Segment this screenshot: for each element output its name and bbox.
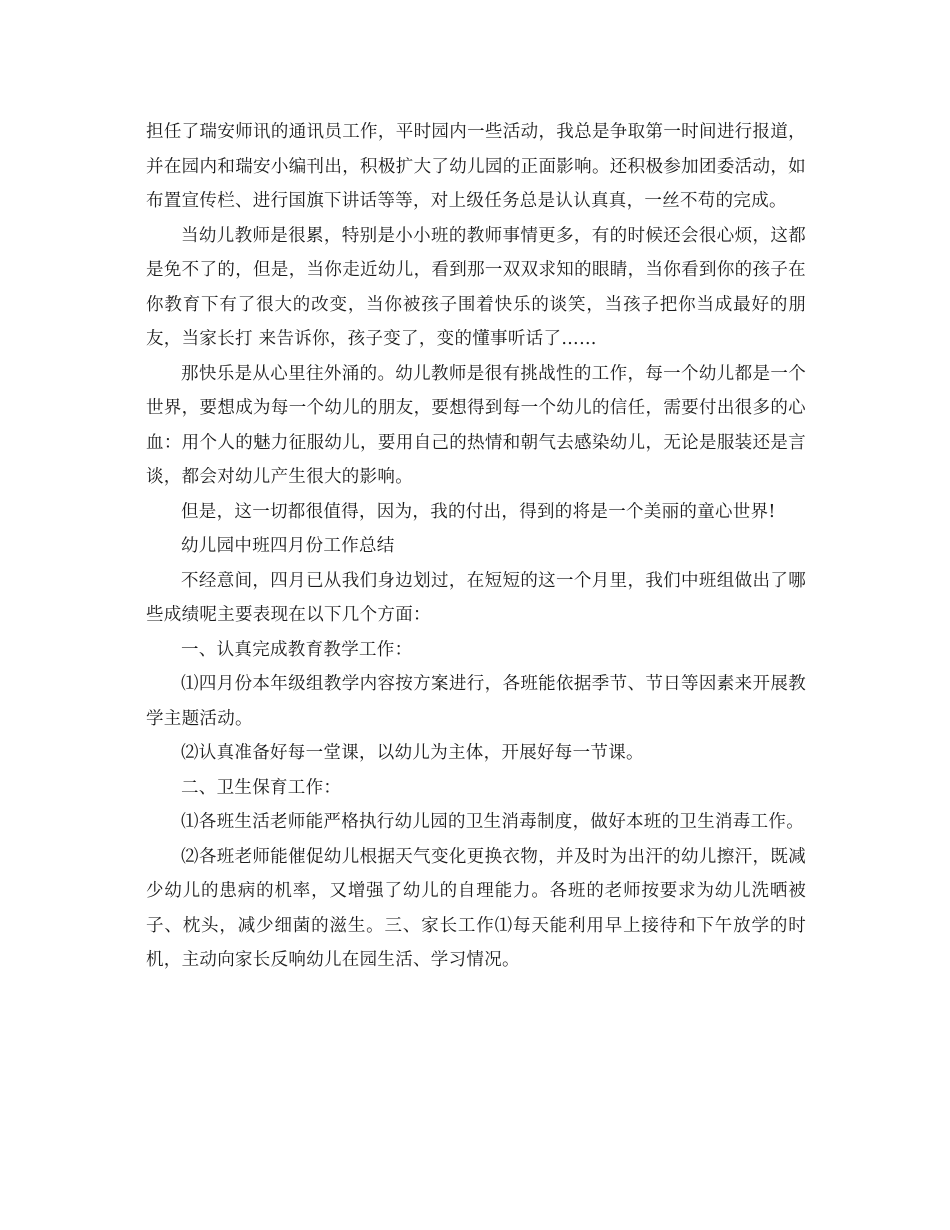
document-body	[146, 115, 806, 978]
section-heading: 二、卫生保育工作：	[181, 777, 342, 798]
list-item: ⑴四月份本年级组教学内容按方案进行，各班能依据季节、节日等因素来开展教学主题活动。	[146, 674, 806, 729]
section-title: 幼儿园中班四月份工作总结	[181, 536, 395, 556]
list-item: ⑵认真准备好每一堂课，以幼儿为主体，开展好每一节课。	[181, 743, 644, 763]
list-item: ⑵各班老师能催促幼儿根据天气变化更换衣物，并及时为出汗的幼儿擦汗，既减少幼儿的患病的机率，又增强了幼儿的自理能力。各班的老师按要求为幼儿洗晒被子、枕头，减少细菌的滋生。三、家长工作⑴每天能利用早上接待和下午放学的时机，主动向家长反响幼儿在园生活、学习情况。	[146, 846, 806, 970]
list-item: ⑴各班生活老师能严格执行幼儿园的卫生消毒制度，做好本班的卫生消毒工作。	[181, 812, 804, 832]
paragraph: 不经意间，四月已从我们身边划过，在短短的这一个月里，我们中班组做出了哪些成绩呢主要表现在以下几个方面：	[146, 570, 806, 625]
paragraph: 当幼儿教师是很累，特别是小小班的教师事情更多，有的时候还会很心烦，这都是免不了的，但是，当你走近幼儿，看到那一双双求知的眼睛，当你看到你的孩子在你教育下有了很大的改变，当你被孩子围着快乐的谈笑，当孩子把你当成最好的朋友，当家长打 来告诉你，孩子变了，变的懂事听话了……	[146, 225, 806, 349]
paragraph-continuation: 担任了瑞安师讯的通讯员工作，平时园内一些活动，我总是争取第一时间进行报道，并在园内和瑞安小编刊出，积极扩大了幼儿园的正面影响。还积极参加团委活动，如布置宣传栏、进行国旗下讲话等等，对上级任务总是认认真真，一丝不苟的完成。	[146, 122, 806, 211]
paragraph: 但是，这一切都很值得，因为，我的付出，得到的将是一个美丽的童心世界!	[181, 501, 776, 522]
paragraph: 那快乐是从心里往外涌的。幼儿教师是很有挑战性的工作，每一个幼儿都是一个世界，要想成为每一个幼儿的朋友，要想得到每一个幼儿的信任，需要付出很多的心血：用个人的魅力征服幼儿，要用自己的热情和朝气去感染幼儿，无论是服装还是言谈，都会对幼儿产生很大的影响。	[146, 363, 806, 487]
section-heading: 一、认真完成教育教学工作：	[181, 639, 413, 660]
